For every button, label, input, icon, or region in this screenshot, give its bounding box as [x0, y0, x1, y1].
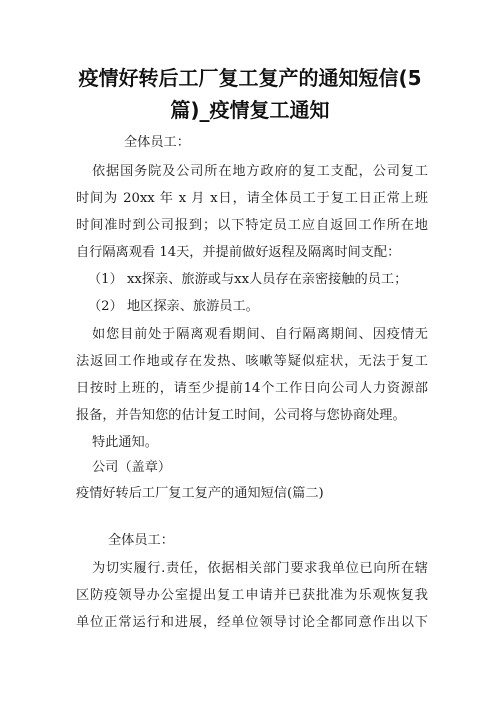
- paragraph-line: 法返回工作地或存在发热、咳嗽等疑似症状，无法于复工: [76, 354, 428, 369]
- paragraph-line: 依据国务院及公司所在地方政府的复工支配，公司复工: [92, 164, 428, 179]
- paragraph-line: 如您目前处于隔离观看期间、自行隔离期间、因疫情无: [92, 327, 428, 342]
- paragraph-line: 日按时上班的，请至少提前14个工作日向公司人力资源部: [76, 381, 428, 396]
- paragraph-line: 时间为 20xx 年 x 月 x日，请全体员工于复工日正常上班: [76, 191, 428, 206]
- salutation: 全体员工：: [108, 533, 174, 548]
- section-heading: 疫情好转后工厂复工复产的通知短信(篇二): [76, 486, 324, 501]
- title-line-1: 疫情好转后工厂复工复产的通知短信(5: [78, 66, 422, 90]
- paragraph-line: 自行隔离观看 14天，并提前做好返程及隔离时间支配：: [76, 245, 401, 260]
- paragraph-line: 单位正常运行和进展，经单位领导讨论全都同意作出以下: [76, 615, 428, 630]
- closing-text: 特此通知。: [92, 435, 158, 450]
- document-title: [60, 62, 440, 126]
- salutation: 全体员工：: [124, 135, 190, 150]
- signature-stamp-label: 公司（盖章）: [92, 460, 172, 475]
- paragraph-line: 时间准时到公司报到；以下特定员工应自返回工作所在地: [76, 218, 428, 233]
- paragraph-line: 报备，并告知您的估计复工时间，公司将与您协商处理。: [76, 408, 406, 423]
- list-item: （1） xx探亲、旅游或与xx人员存在亲密接触的员工；: [88, 272, 408, 287]
- title-line-2: 篇)_疫情复工通知: [170, 98, 330, 122]
- list-item: （2） 地区探亲、旅游员工。: [88, 299, 259, 314]
- paragraph-line: 为切实履行.责任，依据相关部门要求我单位已向所在辖: [92, 561, 428, 576]
- paragraph-line: 区防疫领导办公室提出复工申请并已获批准为乐观恢复我: [76, 588, 428, 603]
